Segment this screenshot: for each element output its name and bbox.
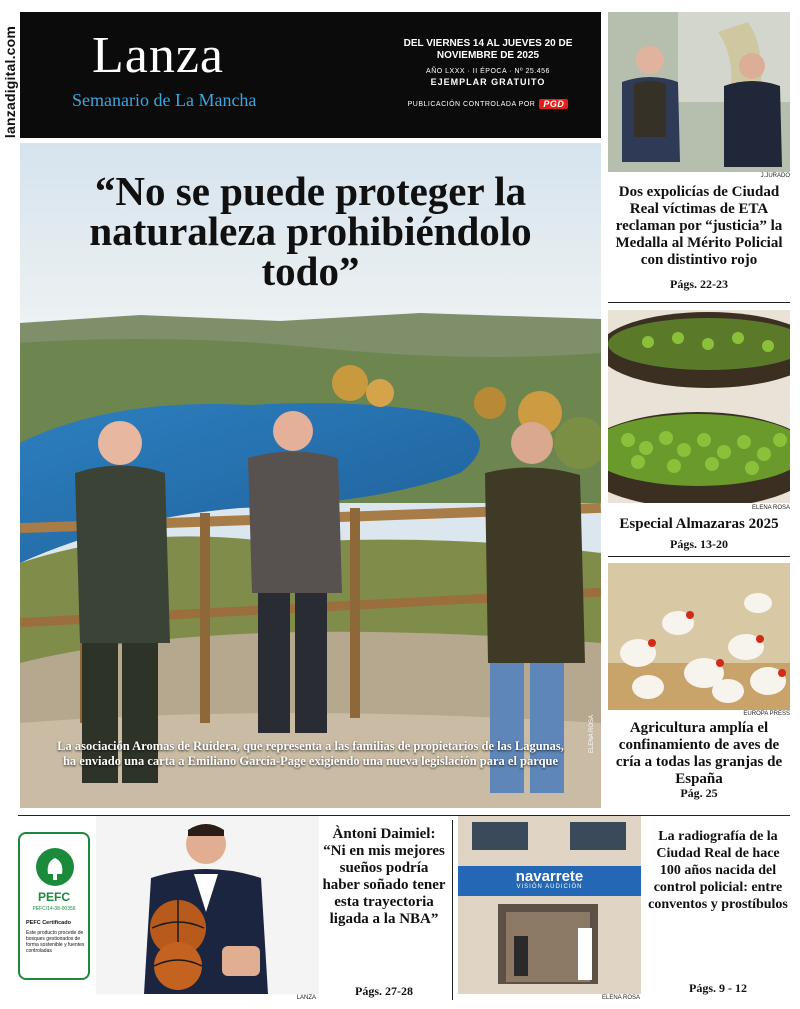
interview-photo-credit: LANZA bbox=[296, 995, 316, 1001]
interview-illustration bbox=[96, 816, 319, 994]
history-pages[interactable]: Págs. 9 - 12 bbox=[689, 981, 747, 995]
side-story-3-photo[interactable] bbox=[608, 563, 790, 710]
side-story-1-headline[interactable]: Dos expolicías de Ciudad Real víctimas de ETA reclaman por “justicia” la Medalla al Mérito Policial con distintivo rojo bbox=[615, 184, 783, 268]
main-caption: La asociación Aromas de Ruidera, que representa a las familias de propietarios de las Lagunas, ha enviado una carta a Emiliano García-Page exigiendo una nueva legislación para el parque bbox=[57, 739, 564, 768]
side-story-2-photo[interactable] bbox=[608, 310, 790, 503]
side-story-1-pages[interactable]: Págs. 22-23 bbox=[670, 277, 728, 291]
side-story-3-pages[interactable]: Pág. 25 bbox=[680, 786, 718, 800]
interview-photo[interactable] bbox=[96, 816, 319, 994]
newspaper-logo: Lanza bbox=[92, 27, 225, 84]
main-photo-credit: ELENA ROSA bbox=[589, 714, 595, 753]
divider bbox=[608, 556, 790, 557]
issue-edition: AÑO LXXX · II ÉPOCA · Nº 25.456 bbox=[426, 68, 550, 75]
site-url-vertical[interactable] bbox=[0, 14, 20, 149]
pgd-logo: PGD bbox=[539, 99, 568, 109]
olives-illustration bbox=[608, 310, 790, 503]
pefc-label bbox=[18, 832, 90, 980]
side-story-3-headline[interactable]: Agricultura amplía el confinamiento de aves de cría a todas las granjas de España bbox=[615, 720, 783, 787]
divider bbox=[608, 302, 790, 303]
chickens-illustration bbox=[608, 563, 790, 710]
pefc-certified: PEFC Certificado bbox=[26, 920, 71, 926]
side-story-1-photo[interactable] bbox=[608, 12, 790, 172]
bottom-vertical-divider bbox=[452, 820, 453, 1000]
pefc-tree-icon bbox=[36, 848, 74, 886]
main-headline: “No se puede proteger la naturaleza prohibiéndolo todo” bbox=[89, 168, 532, 294]
masthead bbox=[20, 12, 601, 138]
issue-date: DEL VIERNES 14 AL JUEVES 20 DE NOVIEMBRE DE 2025 bbox=[403, 38, 573, 61]
history-headline[interactable]: La radiografía de la Ciudad Real de hace 100 años nacida del control policial: entre conventos y prostíbulos bbox=[648, 829, 788, 912]
shop-sign: navarrete bbox=[515, 868, 584, 885]
side-story-3-credit: EUROPA PRESS bbox=[743, 711, 790, 717]
history-photo[interactable] bbox=[458, 816, 641, 994]
issue-info bbox=[388, 38, 588, 109]
interview-pages[interactable]: Págs. 27-28 bbox=[355, 984, 413, 998]
policemen-illustration bbox=[608, 12, 790, 172]
side-story-1-credit: J.JURADO bbox=[760, 173, 790, 179]
pefc-description: Este producto procede de bosques gestionados de forma sostenible y fuentes controladas bbox=[26, 930, 85, 954]
controlled-by-label: PUBLICACIÓN CONTROLADA POR bbox=[407, 100, 536, 108]
site-url-text: lanzadigital.com bbox=[2, 25, 18, 138]
history-photo-credit: ELENA ROSA bbox=[601, 995, 640, 1001]
side-story-2-credit: ELENA ROSA bbox=[751, 505, 790, 511]
shopfront-illustration bbox=[458, 816, 641, 994]
interview-headline[interactable]: Àntoni Daimiel: “Ni en mis mejores sueños podría haber soñado tener esta trayectoria ligada a la NBA” bbox=[322, 826, 446, 927]
controlled-by bbox=[388, 99, 588, 109]
main-story[interactable] bbox=[20, 143, 601, 808]
shop-sign-sub: VISIÓN AUDICIÓN bbox=[516, 884, 583, 890]
newspaper-subtitle: Semanario de La Mancha bbox=[72, 90, 257, 110]
free-copy-label: EJEMPLAR GRATUITO bbox=[430, 77, 546, 87]
pefc-name: PEFC bbox=[37, 890, 70, 904]
pefc-code: PEFC/14-38-00356 bbox=[32, 906, 76, 912]
side-story-2-pages[interactable]: Págs. 13-20 bbox=[670, 537, 728, 551]
side-story-2-headline[interactable]: Especial Almazaras 2025 bbox=[619, 516, 779, 532]
